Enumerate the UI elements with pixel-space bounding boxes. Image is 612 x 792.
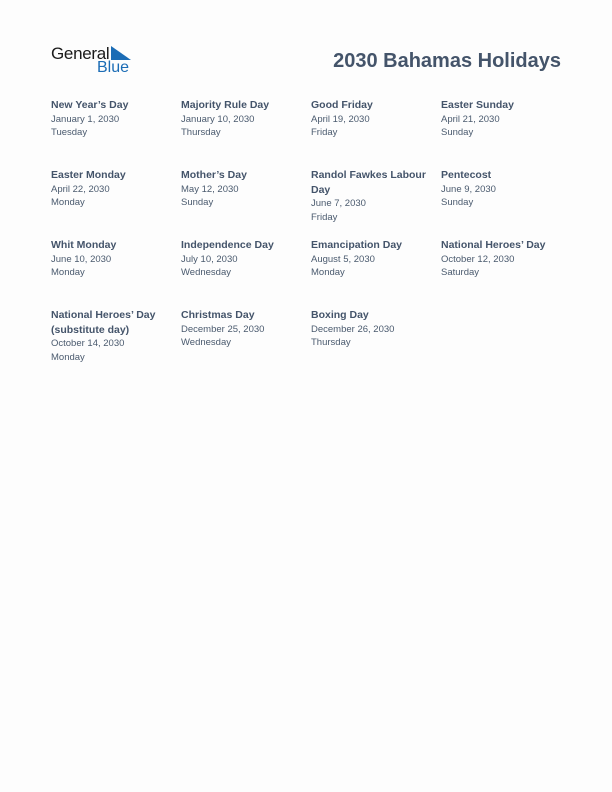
page-title: 2030 Bahamas Holidays: [333, 50, 561, 72]
holiday-weekday: Friday: [311, 211, 338, 223]
holiday-name: Emancipation Day: [311, 239, 403, 251]
holiday-weekday: Monday: [51, 351, 85, 363]
holiday-weekday: Monday: [311, 267, 345, 278]
holiday-weekday: Monday: [51, 267, 85, 278]
holiday-name: Whit Monday: [51, 239, 117, 251]
holiday-date: December 26, 2030: [311, 323, 395, 335]
holiday-date: August 5, 2030: [311, 253, 375, 265]
holiday-date: April 21, 2030: [441, 113, 500, 125]
holiday-date: October 14, 2030: [51, 338, 125, 349]
holiday-item: [311, 308, 435, 350]
holiday-item: [51, 98, 175, 140]
holiday-item: [311, 98, 435, 140]
holiday-weekday: Saturday: [441, 267, 480, 278]
holiday-name: Easter Sunday: [441, 99, 514, 111]
holiday-item: [441, 238, 565, 280]
holiday-item: [51, 308, 175, 364]
holiday-weekday: Tuesday: [51, 127, 88, 138]
holiday-weekday: Wednesday: [181, 337, 231, 348]
holiday-name: Independence Day: [181, 239, 274, 251]
holiday-item: [181, 238, 305, 280]
holiday-item: [181, 168, 305, 210]
holiday-item: [441, 98, 565, 140]
holiday-date: April 19, 2030: [311, 113, 370, 125]
holiday-item: [311, 238, 435, 280]
holiday-date: December 25, 2030: [181, 323, 265, 335]
holiday-name: Easter Monday: [51, 169, 126, 181]
holiday-name: National Heroes’ Day (substitute day): [51, 309, 156, 336]
holiday-weekday: Thursday: [181, 127, 221, 138]
general-blue-logo: [51, 44, 141, 78]
holiday-name: Mother’s Day: [181, 169, 247, 181]
holiday-weekday: Sunday: [441, 197, 474, 208]
holiday-date: January 1, 2030: [51, 113, 120, 125]
holiday-date: January 10, 2030: [181, 113, 255, 125]
holiday-date: May 12, 2030: [181, 183, 239, 195]
holiday-weekday: Wednesday: [181, 267, 231, 278]
holiday-weekday: Monday: [51, 197, 85, 208]
holiday-name: Randol Fawkes Labour Day: [311, 169, 426, 196]
holiday-item: [181, 308, 305, 350]
holiday-weekday: Sunday: [441, 127, 474, 138]
holiday-item: [51, 238, 175, 280]
holiday-date: July 10, 2030: [181, 253, 238, 265]
holiday-date: October 12, 2030: [441, 253, 515, 265]
holiday-weekday: Thursday: [311, 337, 351, 348]
holiday-name: Christmas Day: [181, 309, 255, 321]
holiday-item: [441, 168, 565, 210]
holiday-weekday: Friday: [311, 127, 338, 138]
holiday-name: Boxing Day: [311, 309, 369, 321]
holiday-date: June 10, 2030: [51, 253, 112, 265]
holiday-date: April 22, 2030: [51, 183, 110, 195]
holiday-name: National Heroes’ Day: [441, 239, 546, 251]
holiday-item: [51, 168, 175, 210]
holiday-name: Majority Rule Day: [181, 99, 270, 111]
holiday-date: June 9, 2030: [441, 183, 496, 195]
holiday-item: [311, 168, 435, 224]
holiday-item: [181, 98, 305, 140]
holiday-name: Pentecost: [441, 169, 492, 181]
logo-text-general: General: [51, 44, 110, 63]
logo-text-blue: Blue: [97, 59, 130, 76]
holiday-name: Good Friday: [311, 99, 373, 111]
holiday-date: June 7, 2030: [311, 198, 366, 209]
holiday-name: New Year’s Day: [51, 99, 129, 111]
holiday-weekday: Sunday: [181, 197, 214, 208]
